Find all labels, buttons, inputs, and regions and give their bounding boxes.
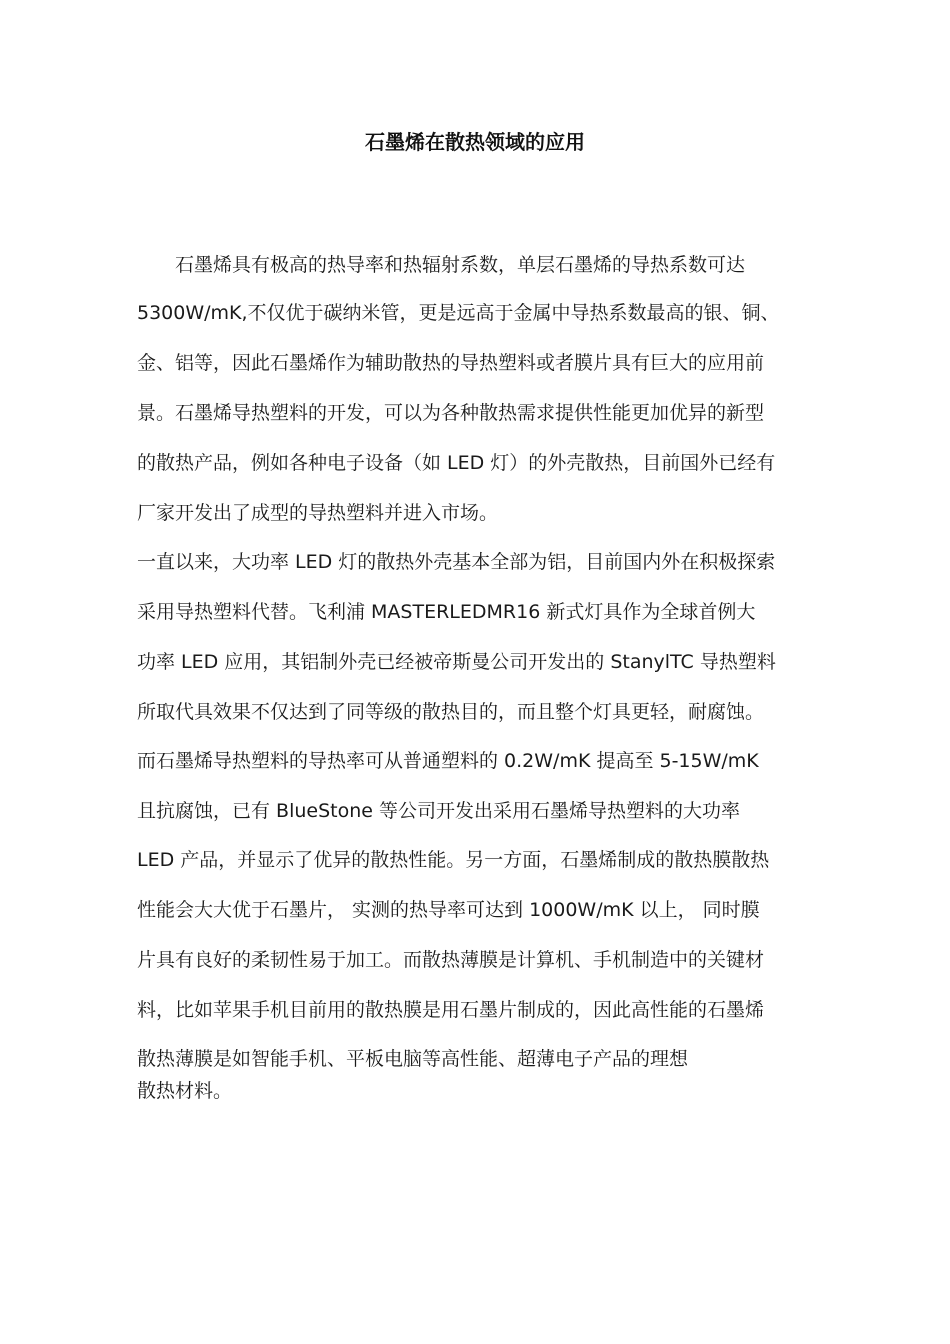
- paragraph-line-7: 一直以来，大功率 LED 灯的散热外壳基本全部为铝，目前国内外在积极探索: [137, 551, 776, 573]
- paragraph-line-6: 厂家开发出了成型的导热塑料并进入市场。: [137, 502, 499, 524]
- paragraph-line-13: LED 产品，并显示了优异的散热性能。另一方面，石墨烯制成的散热膜散热: [137, 849, 770, 871]
- paragraph-line-18: 散热材料。: [137, 1080, 233, 1102]
- paragraph-line-8: 采用导热塑料代替。飞利浦 MASTERLEDMR16 新式灯具作为全球首例大: [137, 601, 756, 623]
- paragraph-line-17: 散热薄膜是如智能手机、平板电脑等高性能、超薄电子产品的理想: [137, 1048, 689, 1070]
- paragraph-line-15: 片具有良好的柔韧性易于加工。而散热薄膜是计算机、手机制造中的关键材: [137, 949, 765, 971]
- paragraph-line-16: 料，比如苹果手机目前用的散热膜是用石墨片制成的，因此高性能的石墨烯: [137, 999, 765, 1021]
- document-title: 石墨烯在散热领域的应用: [365, 130, 585, 154]
- paragraph-line-5: 的散热产品，例如各种电子设备（如 LED 灯）的外壳散热，目前国外已经有: [137, 452, 776, 474]
- paragraph-line-2: 5300W/mK,不仅优于碳纳米管，更是远高于金属中导热系数最高的银、铜、: [137, 302, 780, 324]
- paragraph-line-12: 且抗腐蚀，已有 BlueStone 等公司开发出采用石墨烯导热塑料的大功率: [137, 800, 740, 822]
- paragraph-line-4: 景。石墨烯导热塑料的开发，可以为各种散热需求提供性能更加优异的新型: [137, 402, 765, 424]
- paragraph-line-9: 功率 LED 应用，其铝制外壳已经被帝斯曼公司开发出的 StanylTC 导热塑料: [137, 651, 776, 673]
- paragraph-line-3: 金、铝等，因此石墨烯作为辅助散热的导热塑料或者膜片具有巨大的应用前: [137, 352, 765, 374]
- paragraph-line-10: 所取代具效果不仅达到了同等级的散热目的，而且整个灯具更轻，耐腐蚀。: [137, 701, 765, 723]
- paragraph-line-1: 石墨烯具有极高的热导率和热辐射系数，单层石墨烯的导热系数可达: [137, 254, 746, 276]
- paragraph-line-11: 而石墨烯导热塑料的导热率可从普通塑料的 0.2W/mK 提高至 5-15W/mK: [137, 750, 759, 772]
- paragraph-line-14: 性能会大大优于石墨片， 实测的热导率可达到 1000W/mK 以上， 同时膜: [137, 899, 760, 921]
